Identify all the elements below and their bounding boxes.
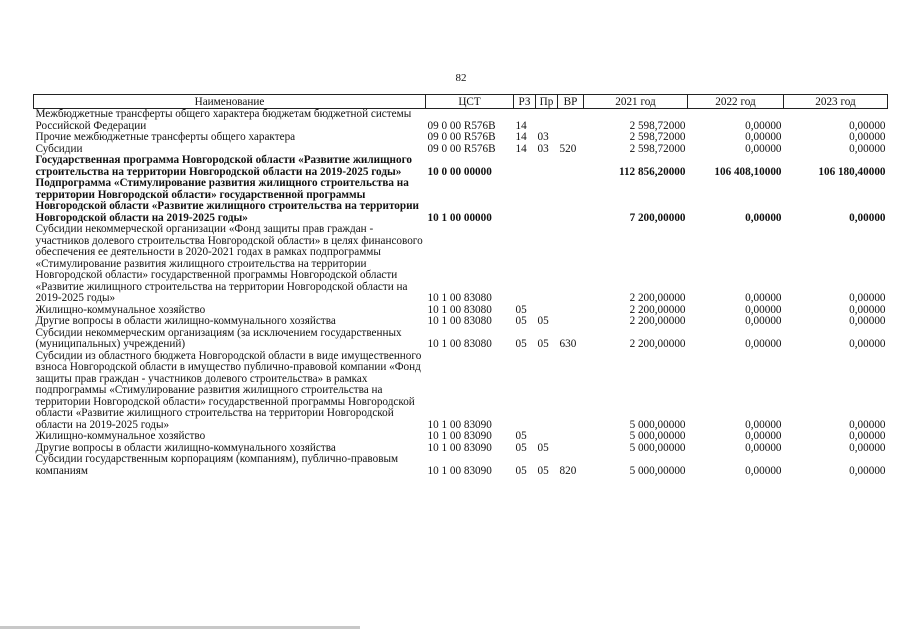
row-pr <box>536 109 558 133</box>
row-2021: 2 598,72000 <box>629 119 686 132</box>
row-2022: 0,00000 <box>745 418 782 431</box>
table-header <box>34 95 888 109</box>
row-vr <box>558 305 584 317</box>
row-2022: 0,00000 <box>745 142 782 155</box>
row-pr: 05 <box>537 315 549 327</box>
row-2023: 0,00000 <box>849 430 886 442</box>
table-row <box>34 454 888 477</box>
row-vr <box>558 443 584 455</box>
row-2023: 0,00000 <box>849 441 886 454</box>
row-name: Жилищно-коммунальное хозяйство <box>35 430 206 442</box>
row-name: Субсидии некоммерческой организации «Фонд защиты прав граждан - участников долевого строительства Новгородской области» в целях финансового обеспечения ее деятельности в 2020-2021 годах в рамках подпрограммы «Стимулирование развития жилищного строительства на территории Новгородской области» государственной программы Новгородской области «Развитие жилищного строительства на территории Новгородской области на 2019-2025 годы» <box>35 223 423 304</box>
row-name: Субсидии <box>35 142 83 155</box>
row-rz: 05 <box>515 315 527 327</box>
table-row <box>34 328 888 351</box>
row-vr: 630 <box>559 338 577 350</box>
row-rz: 14 <box>515 119 527 132</box>
row-name: Межбюджетные трансферты общего характера бюджетам бюджетной системы Российской Федерации <box>35 108 412 132</box>
header-2023: 2023 год <box>784 95 888 109</box>
row-pr <box>536 155 558 178</box>
row-cst: 09 0 00 R576В <box>427 119 496 132</box>
row-2021: 5 000,00000 <box>629 418 686 431</box>
row-2022: 106 408,10000 <box>714 165 782 178</box>
table-row <box>34 431 888 443</box>
row-pr: 05 <box>537 338 549 350</box>
row-2021: 5 000,00000 <box>629 441 686 454</box>
row-cst: 09 0 00 R576В <box>427 131 496 143</box>
table-row <box>34 178 888 224</box>
row-rz: 05 <box>515 303 527 316</box>
row-pr <box>536 351 558 432</box>
row-2022: 0,00000 <box>745 131 782 143</box>
row-rz: 05 <box>515 430 527 442</box>
row-2021: 5 000,00000 <box>629 464 686 477</box>
row-name: Подпрограмма «Стимулирование развития жилищного строительства на территории Новгородской области» государственной программы Новгородской области «Развитие жилищного строительства на территории Новгородской области на 2019-2025 годы» <box>35 177 420 224</box>
row-vr <box>558 109 584 133</box>
row-2023: 0,00000 <box>849 315 886 327</box>
row-cst: 10 0 00 00000 <box>427 165 492 178</box>
row-2023: 0,00000 <box>849 338 886 350</box>
row-pr <box>536 224 558 305</box>
header-rz: РЗ <box>514 95 536 109</box>
table-row <box>34 351 888 432</box>
row-2023: 0,00000 <box>849 464 886 477</box>
row-cst: 10 1 00 83080 <box>427 338 492 350</box>
row-2023: 0,00000 <box>849 119 886 132</box>
header-name: Наименование <box>34 95 426 109</box>
row-name: Другие вопросы в области жилищно-коммунального хозяйства <box>35 441 336 454</box>
row-rz <box>514 224 536 305</box>
row-2021: 5 000,00000 <box>629 430 686 442</box>
row-pr: 03 <box>537 131 549 143</box>
row-name: Субсидии из областного бюджета Новгородской области в виде имущественного взноса Новгородской области в имущество публично-правовой компании «Фонд защиты прав граждан - участников долевого строительства» в рамках подпрограммы «Стимулирование развития жилищного строительства на территории Новгородской области» государственной программы Новгородской области «Развитие жилищного строительства на территории Новгородской области на 2019-2025 годы» <box>35 349 422 431</box>
row-rz: 14 <box>515 131 527 143</box>
row-2022: 0,00000 <box>745 303 782 316</box>
row-2022: 0,00000 <box>745 315 782 327</box>
row-2023: 0,00000 <box>849 131 886 143</box>
row-2023: 0,00000 <box>849 418 886 431</box>
row-2023: 0,00000 <box>849 211 886 224</box>
row-2021: 2 200,00000 <box>629 303 686 316</box>
row-cst: 10 1 00 00000 <box>427 211 492 224</box>
row-cst: 09 0 00 R576В <box>427 142 496 155</box>
row-rz: 05 <box>515 338 527 350</box>
row-2022: 0,00000 <box>745 211 782 224</box>
row-cst: 10 1 00 83080 <box>427 292 492 304</box>
row-name: Государственная программа Новгородской области «Развитие жилищного строительства на территории Новгородской области на 2019-2025 годы» <box>35 154 412 178</box>
row-cst: 10 1 00 83090 <box>427 418 492 431</box>
table-row <box>34 109 888 133</box>
row-pr: 05 <box>537 464 549 477</box>
row-2021: 2 598,72000 <box>629 131 686 143</box>
header-2022: 2022 год <box>688 95 784 109</box>
row-2022: 0,00000 <box>745 119 782 132</box>
row-cst: 10 1 00 83090 <box>427 441 492 454</box>
page-number: 82 <box>455 72 467 84</box>
table-row <box>34 155 888 178</box>
row-pr <box>536 431 558 443</box>
row-name: Жилищно-коммунальное хозяйство <box>35 303 206 316</box>
row-2023: 0,00000 <box>849 142 886 155</box>
header-2021: 2021 год <box>584 95 688 109</box>
row-2021: 2 200,00000 <box>629 292 686 304</box>
row-rz: 05 <box>515 464 527 477</box>
table-row <box>34 316 888 328</box>
row-2022: 0,00000 <box>745 292 782 304</box>
row-2022: 0,00000 <box>745 441 782 454</box>
row-cst: 10 1 00 83090 <box>427 464 492 477</box>
row-name: Субсидии некоммерческим организациям (за исключением государственных (муниципальных) учреждений) <box>35 326 402 350</box>
row-rz <box>514 155 536 178</box>
scan-artifact <box>0 626 360 629</box>
row-2023: 0,00000 <box>849 303 886 316</box>
row-vr <box>558 132 584 144</box>
row-2023: 106 180,40000 <box>818 165 886 178</box>
row-pr <box>536 178 558 224</box>
row-vr <box>558 316 584 328</box>
row-2022: 0,00000 <box>745 430 782 442</box>
row-2021: 7 200,00000 <box>629 211 686 224</box>
row-rz <box>514 178 536 224</box>
table-body <box>34 109 888 478</box>
row-cst: 10 1 00 83080 <box>427 315 492 327</box>
row-vr <box>558 178 584 224</box>
table-row <box>34 132 888 144</box>
row-2022: 0,00000 <box>745 338 782 350</box>
row-rz: 05 <box>515 441 527 454</box>
row-2021: 2 598,72000 <box>629 142 686 155</box>
row-pr: 03 <box>537 142 549 155</box>
row-vr <box>558 155 584 178</box>
row-vr <box>558 224 584 305</box>
row-vr: 820 <box>559 464 577 477</box>
row-vr <box>558 351 584 432</box>
row-pr: 05 <box>537 441 549 454</box>
row-2021: 2 200,00000 <box>629 338 686 350</box>
row-rz <box>514 351 536 432</box>
header-vr: ВР <box>558 95 584 109</box>
row-rz: 14 <box>515 142 527 155</box>
row-name: Другие вопросы в области жилищно-коммунального хозяйства <box>35 315 336 327</box>
table-row <box>34 224 888 305</box>
row-2021: 112 856,20000 <box>618 165 686 178</box>
header-cst: ЦСТ <box>426 95 514 109</box>
row-name: Субсидии государственным корпорациям (компаниям), публично-правовым компаниям <box>35 453 399 477</box>
row-cst: 10 1 00 83090 <box>427 430 492 442</box>
header-pr: Пр <box>536 95 558 109</box>
row-2022: 0,00000 <box>745 464 782 477</box>
row-2023: 0,00000 <box>849 292 886 304</box>
row-vr: 520 <box>559 142 577 155</box>
row-vr <box>558 431 584 443</box>
row-2021: 2 200,00000 <box>629 315 686 327</box>
row-name: Прочие межбюджетные трансферты общего характера <box>35 131 296 143</box>
budget-table <box>33 94 888 477</box>
row-cst: 10 1 00 83080 <box>427 303 492 316</box>
